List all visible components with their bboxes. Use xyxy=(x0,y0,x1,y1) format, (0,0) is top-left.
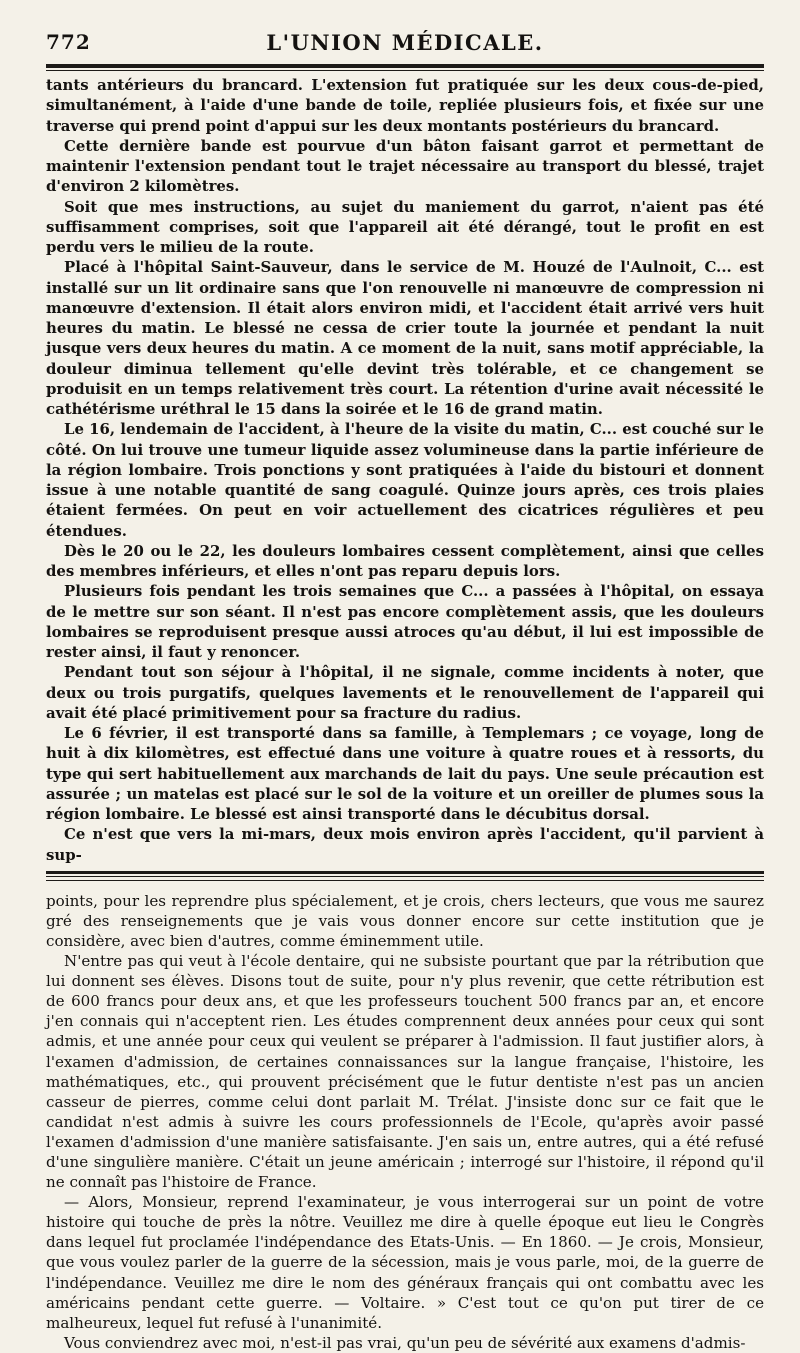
header-rule xyxy=(46,64,764,68)
paragraph: points, pour les reprendre plus spécialement, et je crois, chers lecteurs, que vous me saurez gré des renseignements que je vais vous donner encore sur cette institution que je considère, avec bien d'autres, comme éminemment utile. xyxy=(46,891,764,950)
paragraph: Cette dernière bande est pourvue d'un bâton faisant garrot et permettant de maintenir l'extension pendant tout le trajet nécessaire au transport du blessé, trajet d'environ 2 kilomètres. xyxy=(46,136,764,196)
bottom-article xyxy=(46,891,764,1353)
page-number: 772 xyxy=(46,30,91,54)
paragraph: tants antérieurs du brancard. L'extension fut pratiquée sur les deux cous-de-pied, simultanément, à l'aide d'une bande de toile, repliée plusieurs fois, et fixée sur une traverse qui prend point d'appui sur les deux montants postérieurs du brancard. xyxy=(46,76,764,135)
paragraph: Soit que mes instructions, au sujet du maniement du garrot, n'aient pas été suffisamment comprises, soit que l'appareil ait été dérangé, tout le profit en est perdu vers le milieu de la route. xyxy=(46,197,764,256)
paragraph: Pendant tout son séjour à l'hôpital, il ne signale, comme incidents à noter, que deux ou trois purgatifs, quelques lavements et le renouvellement de l'appareil qui avait été placé primitivement pour sa fracture du radius. xyxy=(46,663,764,722)
journal-title: L'UNION MÉDICALE. xyxy=(266,30,544,55)
running-header xyxy=(46,18,764,55)
paragraph: — Alors, Monsieur, reprend l'examinateur, je vous interrogerai sur un point de votre histoire qui touche de près la nôtre. Veuillez me dire à quelle époque eut lieu le Congrès dans lequel fut proclamée l'indépendance des Etats-Unis. — En 1860. — Je crois, Monsieur, que vous voulez parler de la guerre de la sécession, mais je vous parle, moi, de la guerre de l'indépendance. Veuillez me dire le nom des généraux français qui ont combattu avec les américains pendant cette guerre. — Voltaire. » C'est tout ce qu'on put tirer de ce malheureux, lequel fut refusé à l'unanimité. xyxy=(46,1193,764,1332)
top-article xyxy=(46,75,764,865)
paragraph: N'entre pas qui veut à l'école dentaire, qui ne subsiste pourtant que par la rétribution que lui donnent ses élèves. Disons tout de suite, pour n'y plus revenir, que cette rétribution est de 600 francs pour deux ans, et que les professeurs touchent 500 francs par an, et encore j'en connais qui n'acceptent rien. Les études comprennent deux années pour ceux qui sont admis, et une année pour ceux qui veulent se préparer à l'admission. Il faut justifier alors, à l'examen d'admission, de certaines connaissances sur la langue française, l'histoire, les mathématiques, etc., qui prouvent précisément que le futur dentiste n'est pas un ancien casseur de pierres, comme celui dont parlait M. Trélat. J'insiste donc sur ce fait que le candidat n'est admis à suivre les cours professionnels de l'Ecole, qu'après avoir passé l'examen d'admission d'une manière satisfaisante. J'en sais un, entre autres, qui a été refusé d'une singulière manière. C'était un jeune américain ; interrogé sur l'histoire, il répond qu'il ne connaît pas l'histoire de France. xyxy=(46,952,764,1192)
paragraph: Le 16, lendemain de l'accident, à l'heure de la visite du matin, C... est couché sur le côté. On lui trouve une tumeur liquide assez volumineuse dans la partie inférieure de la région lombaire. Trois ponctions y sont pratiquées à l'aide du bistouri et donnent issue à une notable quantité de sang coagulé. Quinze jours après, ces trois plaies étaient fermées. On peut en voir actuellement des cicatrices régulières et peu étendues. xyxy=(46,420,764,540)
paragraph: Vous conviendrez avec moi, n'est-il pas vrai, qu'un peu de sévérité aux examens d'admis- xyxy=(64,1333,746,1352)
paragraph: Dès le 20 ou le 22, les douleurs lombaires cessent complètement, ainsi que celles des membres inférieurs, et elles n'ont pas reparu depuis lors. xyxy=(46,541,764,580)
header-rule-thin xyxy=(46,70,764,71)
paragraph: Le 6 février, il est transporté dans sa famille, à Templemars ; ce voyage, long de huit à dix kilomètres, est effectué dans une voiture à quatre roues et à ressorts, du type qui sert habituellement aux marchands de lait du pays. Une seule précaution est assurée ; un matelas est placé sur le sol de la voiture et un oreiller de plumes sous la région lombaire. Le blessé est ainsi transporté dans le décubitus dorsal. xyxy=(46,724,764,823)
section-separator xyxy=(46,871,764,881)
paragraph: Plusieurs fois pendant les trois semaines que C... a passées à l'hôpital, on essaya de le mettre sur son séant. Il n'est pas encore complètement assis, que les douleurs lombaires se reproduisent presque aussi atroces qu'au début, il lui est impossible de rester ainsi, il faut y renoncer. xyxy=(46,582,764,661)
paragraph: Placé à l'hôpital Saint-Sauveur, dans le service de M. Houzé de l'Aulnoit, C... est installé sur un lit ordinaire sans que l'on renouvelle ni manœuvre de compression ni manœuvre d'extension. Il était alors environ midi, et l'accident était arrivé vers huit heures du matin. Le blessé ne cessa de crier toute la journée et pendant la nuit jusque vers deux heures du matin. A ce moment de la nuit, sans motif appréciable, la douleur diminua tellement qu'elle devint très tolérable, et ce changement se produisit en un temps relativement très court. La rétention d'urine avait nécessité le cathétérisme uréthral le 15 dans la soirée et le 16 de grand matin. xyxy=(46,258,764,418)
paragraph: Ce n'est que vers la mi-mars, deux mois environ après l'accident, qu'il parvient à sup- xyxy=(46,825,764,864)
